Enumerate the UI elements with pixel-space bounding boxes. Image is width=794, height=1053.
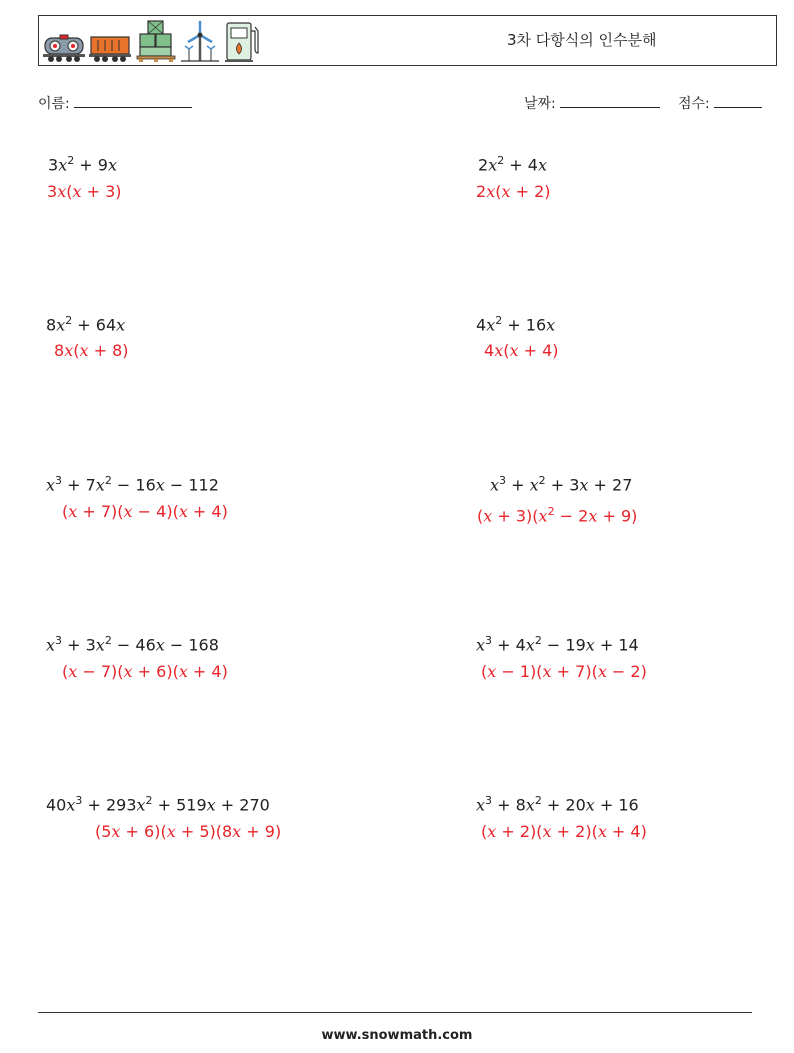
problem-9-answer: (5x + 6)(x + 5)(8x + 9): [95, 822, 282, 841]
problem-1-answer: 3x(x + 3): [47, 182, 122, 201]
worksheet-header: [38, 15, 777, 66]
problem-3-answer: 8x(x + 8): [54, 341, 129, 360]
problem-2-question: $2x^2 + 4x$: [478, 154, 548, 175]
header-icons: [43, 19, 263, 63]
fuel-pump-icon: [223, 19, 263, 63]
freight-car-icon: [89, 33, 131, 63]
tank-car-icon: [43, 33, 85, 63]
problem-5-question: $x^3 + 7x^2 - 16x - 112$: [46, 474, 219, 495]
problem-5-answer: (x + 7)(x − 4)(x + 4): [62, 502, 228, 521]
problem-3-question: $8x^2 + 64x$: [46, 314, 126, 335]
date-blank[interactable]: [560, 92, 660, 108]
problem-4-answer: 4x(x + 4): [484, 341, 559, 360]
problem-4-question: $4x^2 + 16x$: [476, 314, 556, 335]
score-label: 점수:: [678, 96, 710, 112]
footer-divider: [38, 1012, 752, 1013]
score-field: [678, 92, 762, 112]
problem-9-question: $40x^3 + 293x^2 + 519x + 270$: [46, 794, 270, 815]
problem-7-question: $x^3 + 3x^2 - 46x - 168$: [46, 634, 219, 655]
worksheet-title: 3차 다항식의 인수분해: [507, 31, 657, 49]
problem-2-answer: 2x(x + 2): [476, 182, 551, 201]
date-label: 날짜:: [524, 96, 556, 112]
problem-6-question: $x^3 + x^2 + 3x + 27$: [490, 474, 633, 495]
name-label: 이름:: [38, 96, 70, 112]
cargo-pallet-icon: [135, 19, 177, 63]
name-blank[interactable]: [74, 92, 192, 108]
problem-10-answer: (x + 2)(x + 2)(x + 4): [481, 822, 647, 841]
problem-10-question: $x^3 + 8x^2 + 20x + 16$: [476, 794, 639, 815]
footer-url[interactable]: www.snowmath.com: [321, 1028, 473, 1043]
problem-8-answer: (x − 1)(x + 7)(x − 2): [481, 662, 647, 681]
name-field: [38, 92, 192, 112]
score-blank[interactable]: [714, 92, 762, 108]
problem-6-answer: $(x + 3)(x^2 - 2x + 9)$: [477, 505, 638, 526]
problem-1-question: $3x^2 + 9x$: [48, 154, 118, 175]
date-field: [524, 92, 660, 112]
wind-turbine-icon: [181, 19, 219, 63]
problem-7-answer: (x − 7)(x + 6)(x + 4): [62, 662, 228, 681]
problem-8-question: $x^3 + 4x^2 - 19x + 14$: [476, 634, 639, 655]
